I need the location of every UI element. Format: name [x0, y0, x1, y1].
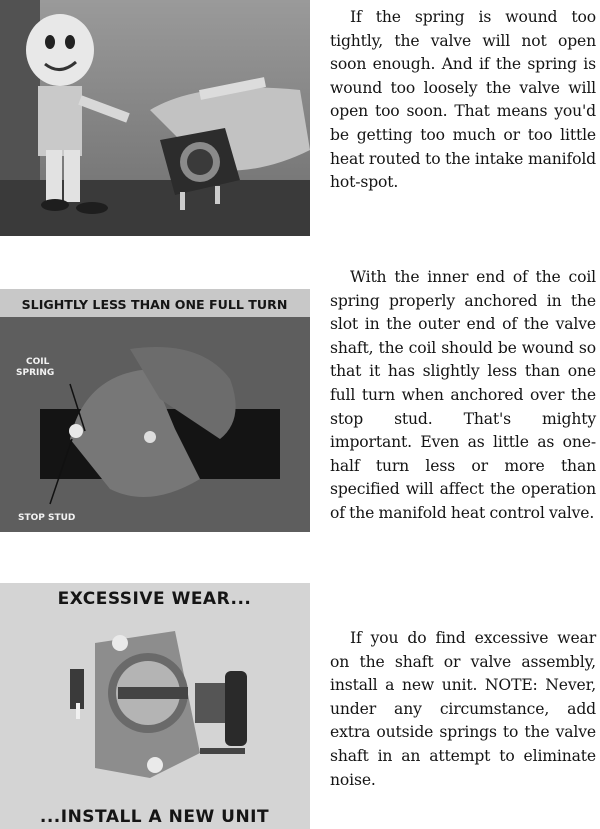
figure-caption-install-new-unit: ...INSTALL A NEW UNIT [39, 807, 270, 827]
paragraph-spring-tension: If the spring is wound too tightly, the valve will not open soon enough. And if the spring is wound too loosely the valve will open too soon. That means you'd be getting too much or too little heat routed to the intake manifold hot-spot. [330, 8, 596, 192]
photo-coil-spring-turn [0, 289, 310, 532]
photo-mascot-inspecting-valve [0, 0, 310, 236]
figure-caption-slightly-less: SLIGHTLY LESS THAN ONE FULL TURN [21, 297, 288, 312]
label-coil-line2: SPRING [16, 368, 55, 378]
label-stop-stud: STOP STUD [18, 513, 76, 523]
label-coil-line1: COIL [26, 357, 50, 367]
paragraph-excessive-wear: If you do find excessive wear on the shaft or valve assembly, install a new unit. NOTE: Never, under any circumstance, add extra outside springs to the valve shaft in an attempt to eliminate noise. [330, 629, 596, 789]
photo-excessive-wear-valve [0, 583, 310, 829]
label-coil-spring [16, 357, 54, 379]
figure-caption-excessive-wear: EXCESSIVE WEAR... [57, 589, 252, 609]
paragraph-coil-anchor: With the inner end of the coil spring properly anchored in the slot in the outer end of the valve shaft, the coil should be wound so that it has slightly less than one full turn when anchored over the stop stud. That's mighty important. Even as little as one-half turn less or more than specified will affect the operation of the manifold heat control valve. [330, 268, 596, 522]
